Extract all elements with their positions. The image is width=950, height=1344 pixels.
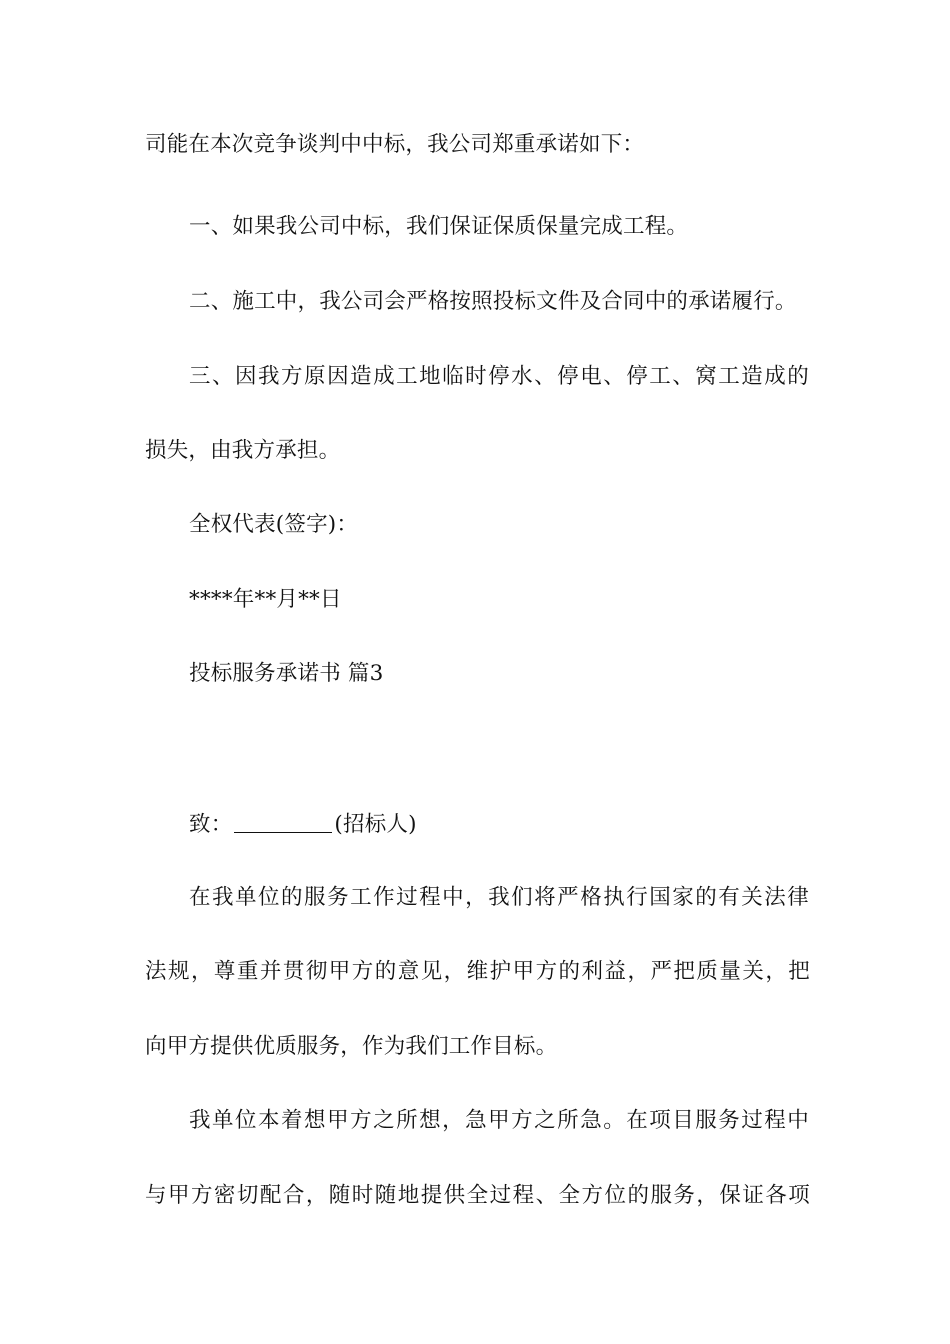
text-line: 损失，由我方承担。 [145,438,341,463]
date-placeholder: ****年**月**日 [189,587,342,612]
text-line: 法规，尊重并贯彻甲方的意见，维护甲方的利益，严把质量关，把 [145,959,810,984]
text-line: 在我单位的服务工作过程中，我们将严格执行国家的有关法律 [189,885,809,910]
section-title: 投标服务承诺书 篇3 [189,661,384,686]
recipient-suffix: (招标人) [334,812,417,837]
recipient-blank [234,810,332,833]
text-line: 司能在本次竞争谈判中中标，我公司郑重承诺如下： [145,132,645,157]
text-line: 我单位本着想甲方之所想，急甲方之所急。在项目服务过程中 [189,1108,809,1133]
signature-label: 全权代表(签字)： [189,512,359,537]
recipient-line [189,808,809,840]
promise-item-2: 二、施工中，我公司会严格按照投标文件及合同中的承诺履行。 [189,289,797,314]
recipient-prefix: 致： [189,812,233,837]
promise-item-3: 三、因我方原因造成工地临时停水、停电、停工、窝工造成的 [189,364,809,389]
text-line: 与甲方密切配合，随时随地提供全过程、全方位的服务，保证各项 [145,1183,810,1208]
text-line: 向甲方提供优质服务，作为我们工作目标。 [145,1034,558,1059]
promise-item-1: 一、如果我公司中标，我们保证保质保量完成工程。 [189,214,689,239]
